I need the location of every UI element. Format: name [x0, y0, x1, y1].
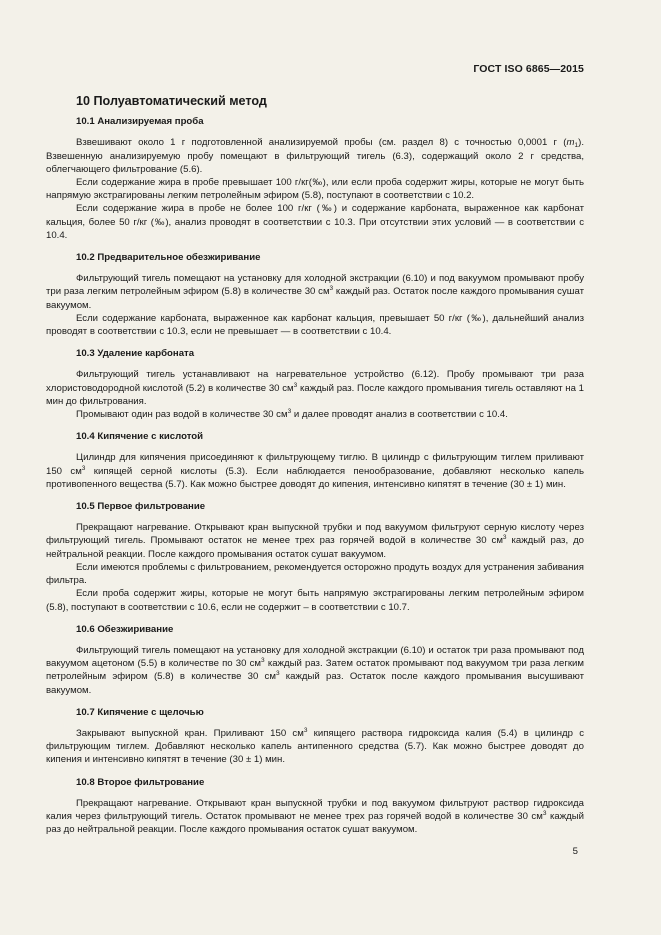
- section-10-4: [46, 430, 584, 491]
- paragraph: Прекращают нагревание. Открывают кран выпускной трубки и под вакуумом фильтруют серную кислоту через фильтрующий тигель. Промывают остаток не менее трех раз горячей водой в количестве 30 $см^3$ каждый раз, до нейтральной реакции. После каждого промывания остаток сушат вакуумом.: [46, 522, 584, 560]
- paragraph: Фильтрующий тигель устанавливают на нагревательное устройство (6.12). Пробу промывают три раза хлористоводородной кислотой (5.2) в количестве 30 $см^3$ каждый раз. После каждого промывания тигель оставляют на 1 мин до фильтрования.: [46, 369, 584, 407]
- paragraph: Взвешивают около 1 г подготовленной анализируемой пробы (см. раздел 8) с точностью 0,0001 г $(m_1)$. Взвешенную анализируемую пробу помещают в фильтрующий тигель (6.3), содержащий около 2 г средства, облегчающего фильтрование (5.6).: [46, 137, 584, 175]
- paragraph: Закрывают выпускной кран. Приливают 150 $см^3$ кипящего раствора гидроксида калия (5.4) в цилиндр с фильтрующим тиглем. Добавляют несколько капель антипенного средства (5.7). Как можно быстрее доводят до кипения и интенсивно кипятят в течение (30 ± 1) мин.: [46, 726, 584, 766]
- subsection-title: 10.5 Первое фильтрование: [76, 501, 206, 513]
- section-10-6: [46, 623, 584, 697]
- paragraph: Если содержание жира в пробе не более 100 г/кг (‰) и содержание карбоната, выраженное как карбонат кальция, более 50 г/кг (‰), анализ проводят в соответствии с 10.3. При отсутствии этих условий — в соответствии с 10.4.: [46, 203, 584, 241]
- section-10-5: [46, 500, 584, 614]
- subsection-title: 10.4 Кипячение с кислотой: [76, 431, 204, 443]
- section-title: 10 Полуавтоматический метод: [76, 94, 267, 108]
- document-header: ГОСТ ISO 6865—2015: [473, 63, 584, 75]
- subsection-title: 10.7 Кипячение с щелочью: [76, 706, 204, 718]
- paragraph: Цилиндр для кипячения присоединяют к фильтрующему тиглю. В цилиндр с фильтрующим тиглем приливают 150 $см^3$ кипящей серной кислоты (5.3). Если наблюдается пенообразование, добавляют несколько капель противопенного вещества (5.7). Как можно быстрее доводят до кипения, интенсивно кипятят в течение (30 ± 1) мин.: [46, 452, 584, 490]
- section-10-8: [46, 776, 584, 837]
- paragraph: Фильтрующий тигель помещают на установку для холодной экстракции (6.10) и остаток три раза промывают под вакуумом ацетоном (5.5) в количестве по 30 $см^3$ каждый раз. Затем остаток промывают под вакуумом три раза легким петролейным эфиром (5.8) в количестве 30 $см^3$ каждый раз. Остаток после каждого промывания высушивают вакуумом.: [46, 644, 585, 696]
- subsection-title: 10.1 Анализируемая проба: [76, 116, 204, 128]
- paragraph: Промывают один раз водой в количестве 30 $см^3$ и далее проводят анализ в соответствии с 10.4.: [76, 408, 508, 421]
- paragraph: Если проба содержит жиры, которые не могут быть напрямую экстрагированы легким петролейным эфиром (5.8), поступают в соответствии с 10.6, если не содержит – в соответствии с 10.7.: [46, 588, 584, 613]
- document-body: [46, 95, 584, 845]
- section-10-1: [46, 115, 584, 242]
- section-10-2: [46, 251, 584, 338]
- subsection-title: 10.2 Предварительное обезжиривание: [76, 252, 261, 264]
- paragraph: Прекращают нагревание. Открывают кран выпускной трубки и под вакуумом фильтруют раствор гидроксида калия через фильтрующий тигель. Остаток промывают не менее трех раз горячей водой в количестве 30 $см^3$ каждый раз до нейтральной реакции. После каждого промывания остаток сушат вакуумом.: [46, 797, 585, 836]
- paragraph: Если содержание карбоната, выраженное как карбонат кальция, превышает 50 г/кг (‰), дальнейший анализ проводят в соответствии с 10.3, если не превышает — в соответствии с 10.4.: [46, 312, 584, 338]
- paragraph: Если имеются проблемы с фильтрованием, рекомендуется осторожно продуть воздух для устранения забивания фильтра.: [46, 561, 584, 587]
- page-number: 5: [572, 846, 578, 857]
- section-10-3: [46, 347, 584, 421]
- paragraph: Если содержание жира в пробе превышает 100 г/кг(‰), или если проба содержит жиры, которые не могут быть напрямую экстрагированы легким петролейным эфиром (5.8), поступают в соответствии с 10.2.: [46, 177, 584, 202]
- section-10-7: [46, 706, 584, 767]
- subsection-title: 10.8 Второе фильтрование: [76, 776, 205, 788]
- subsection-title: 10.6 Обезжиривание: [76, 623, 174, 635]
- subsection-title: 10.3 Удаление карбоната: [76, 348, 195, 360]
- paragraph: Фильтрующий тигель помещают на установку для холодной экстракции (6.10) и под вакуумом промывают пробу три раза легким петролейным эфиром (5.8) в количестве 30 $см^3$ каждый раз. Остаток после каждого промывания сушат вакуумом.: [46, 273, 584, 311]
